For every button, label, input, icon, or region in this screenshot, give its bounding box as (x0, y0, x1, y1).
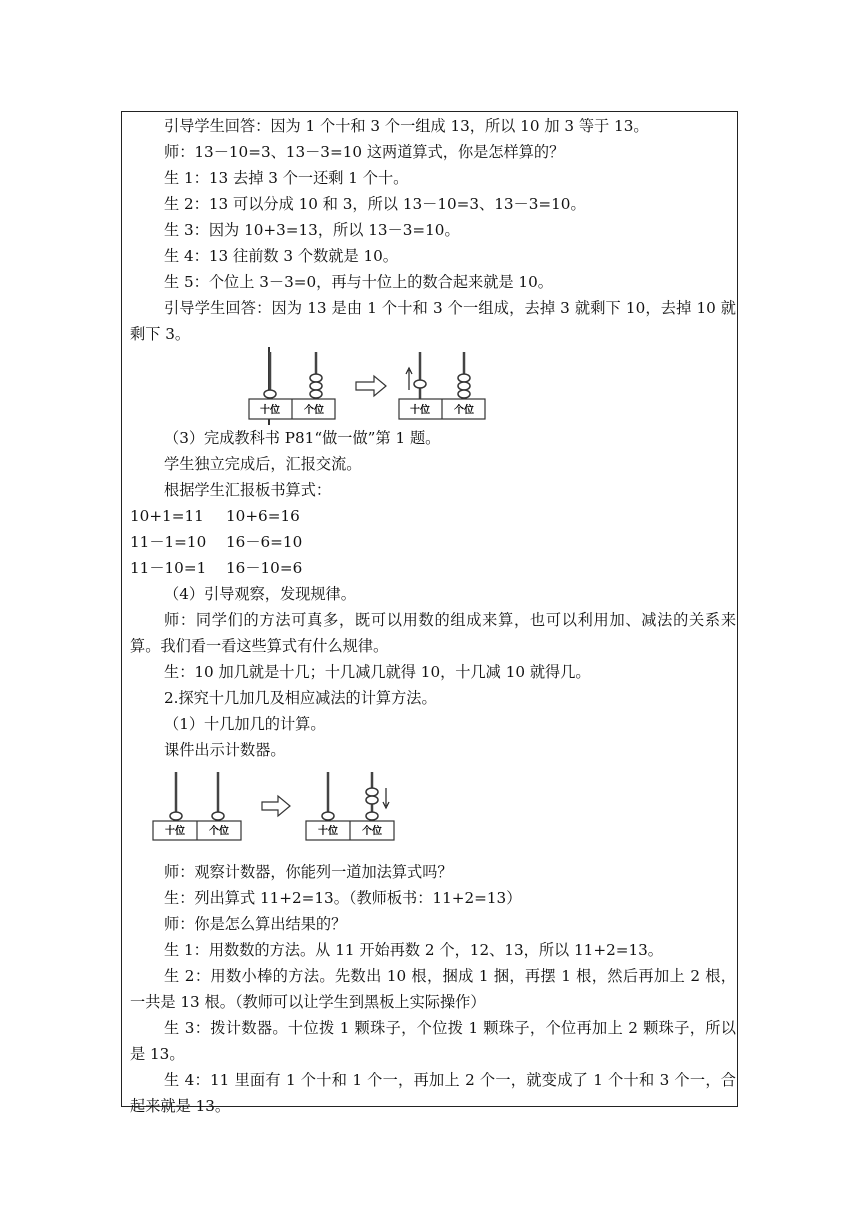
task-4: （4）引导观察，发现规律。 (164, 585, 356, 603)
bead (414, 380, 426, 388)
tens-label: 十位 (318, 826, 338, 837)
abacus-before-addition (153, 772, 241, 840)
abacus-before-subtraction (249, 352, 335, 419)
student-answer-1: 生 1：13 去掉 3 个一还剩 1 个十。 (164, 169, 409, 187)
bead (458, 374, 470, 382)
equation-row (130, 555, 736, 581)
student-method-3: 生 3：拨计数器。十位拨 1 颗珠子，个位拨 1 颗珠子，个位再加上 2 颗珠子，所以是 13。 (130, 1019, 736, 1063)
task-3: （3）完成教科书 P81“做一做”第 1 题。 (164, 429, 441, 447)
bead (366, 812, 378, 820)
bead (310, 390, 322, 398)
student-method-2: 生 2：用数小棒的方法。先数出 10 根，捆成 1 捆，再摆 1 根，然后再加上 2 根，一共是 13 根。（教师可以让学生到黑板上实际操作） (130, 967, 736, 1011)
student-formula: 生：列出算式 11+2=13。（教师板书：11+2=13） (164, 889, 522, 907)
equation-right: 16－10=6 (226, 559, 303, 577)
student-answer-4: 生 4：13 往前数 3 个数就是 10。 (164, 247, 398, 265)
bead (310, 374, 322, 382)
courseware-note: 课件出示计数器。 (164, 741, 286, 759)
bead (366, 796, 378, 804)
student-answer-3: 生 3：因为 10+3=13，所以 13－3=10。 (164, 221, 460, 239)
ones-label: 个位 (362, 826, 382, 837)
teacher-question-1: 师：13－10=3、13－3=10 这两道算式，你是怎样算的？ (164, 143, 565, 161)
bead (366, 788, 378, 796)
guide-answer-1: 引导学生回答：因为 1 个十和 3 个一组成 13，所以 10 加 3 等于 13。 (164, 117, 649, 135)
student-method-4: 生 4：11 里面有 1 个十和 1 个一，再加上 2 个一，就变成了 1 个十和 3 个一，合起来就是 13。 (130, 1071, 736, 1115)
ones-label: 个位 (454, 405, 474, 416)
lesson-content (130, 113, 736, 1119)
abacus-after-subtraction (399, 352, 485, 419)
student-answer-2: 生 2：13 可以分成 10 和 3，所以 13－10=3、13－3=10。 (164, 195, 586, 213)
subsection-1-heading: （1）十几加几的计算。 (164, 715, 326, 733)
student-method-1: 生 1：用数数的方法。从 11 开始再数 2 个，12、13，所以 11+2=13。 (164, 941, 663, 959)
tens-label: 十位 (260, 405, 280, 416)
section-2-heading: 2.探究十几加几及相应减法的计算方法。 (164, 689, 437, 707)
teacher-question-3: 师：你是怎么算出结果的？ (164, 915, 347, 933)
abacus-after-addition (306, 772, 394, 840)
bead (264, 390, 276, 398)
bead (212, 812, 224, 820)
guide-answer-2: 引导学生回答：因为 13 是由 1 个十和 3 个一组成，去掉 3 就剩下 10，去掉 10 就剩下 3。 (130, 299, 736, 343)
bead (458, 382, 470, 390)
equation-right: 16－6=10 (226, 533, 303, 551)
teacher-question-2: 师：观察计数器，你能列一道加法算式吗？ (164, 863, 453, 881)
abacus-addition-figure (148, 766, 408, 842)
equation-left: 11－1=10 (130, 533, 207, 551)
equation-left: 11－10=1 (130, 559, 207, 577)
bead (310, 382, 322, 390)
ones-label: 个位 (304, 405, 324, 416)
abacus-subtraction-figure (240, 346, 500, 422)
equation-row (130, 503, 736, 529)
teacher-remark: 师：同学们的方法可真多，既可以用数的组成来算，也可以利用加、减法的关系来算。我们看一看这些算式有什么规律。 (130, 611, 736, 655)
bead (170, 812, 182, 820)
equation-right: 10+6=16 (226, 507, 300, 525)
student-answer-5: 生 5：个位上 3－3=0，再与十位上的数合起来就是 10。 (164, 273, 553, 291)
equation-left: 10+1=11 (130, 507, 204, 525)
student-rule: 生：10 加几就是十几；十几减几就得 10，十几减 10 就得几。 (164, 663, 591, 681)
tens-label: 十位 (165, 826, 185, 837)
board-formula-intro: 根据学生汇报板书算式： (164, 481, 332, 499)
bead (458, 390, 470, 398)
tens-label: 十位 (410, 405, 430, 416)
right-arrow-icon (262, 796, 290, 816)
report-1: 学生独立完成后，汇报交流。 (164, 455, 362, 473)
ones-label: 个位 (209, 826, 229, 837)
right-arrow-icon (356, 376, 386, 396)
bead (322, 812, 334, 820)
equation-row (130, 529, 736, 555)
